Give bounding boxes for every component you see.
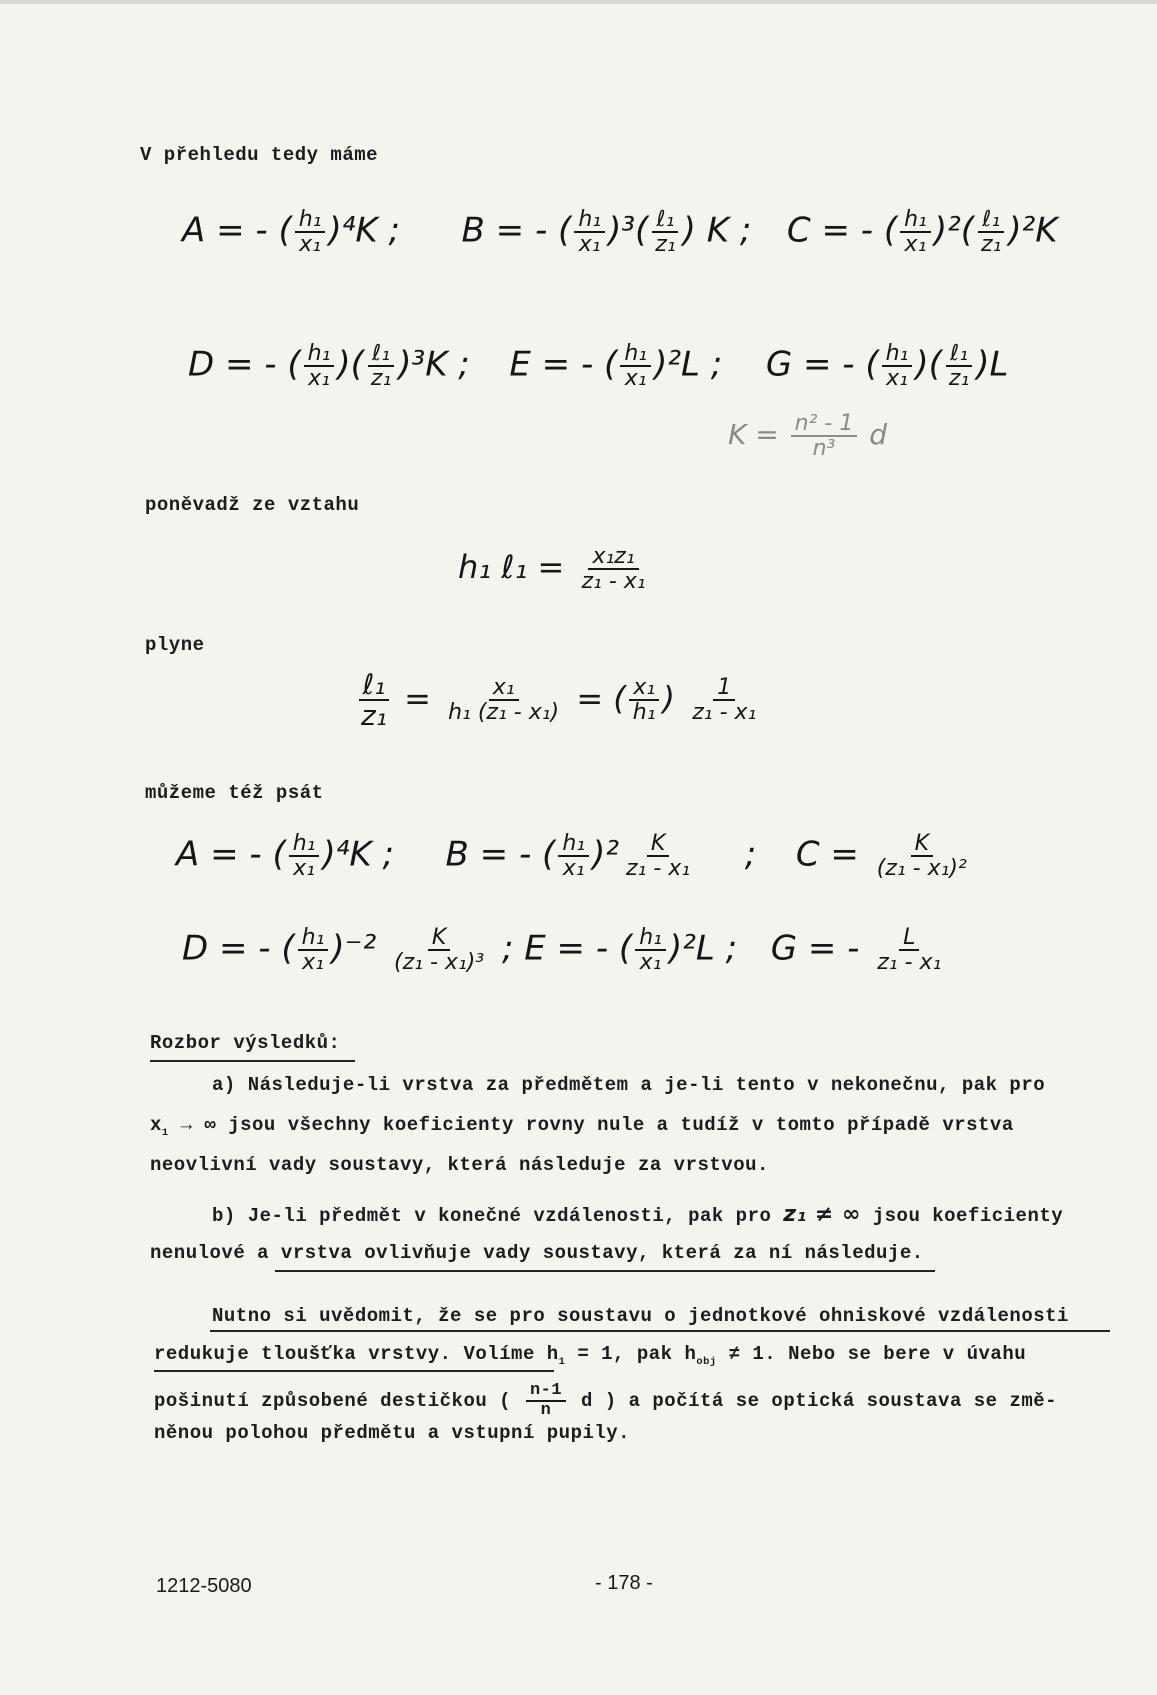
eq-g-frac-2: $\frac{\text{ℓ₁}}{\text{z₁}}$ [945,342,973,390]
r3-c-start: C = [795,834,859,875]
r4-d-start: D = - ( [182,928,295,969]
eq-b-start: B = - ( [461,210,572,251]
eq-c-end: )²K [1008,210,1058,251]
r4-g-frac: $\frac{L}{\text{z₁ - x₁}}$ [877,925,942,976]
eq-b-frac-1: $\frac{\text{h₁}}{\text{x₁}}$ [574,208,605,256]
r3-b-frac: $\frac{\text{h₁}}{\text{x₁}}$ [558,832,589,880]
eq-a-end: )⁴K ; [328,210,400,251]
eq-d-end: )³K ; [398,344,470,385]
relation-equation [458,545,653,593]
para-c-underline-2 [154,1370,554,1372]
para-a-x: x [150,1114,162,1136]
r3-a-frac: $\frac{\text{h₁}}{\text{x₁}}$ [289,832,320,880]
eq-b-end: ) K ; [682,210,752,251]
r3-a-end: )⁴K ; [322,834,394,875]
para-a-arrow: → ∞ [180,1114,217,1136]
para-c3-frac: $\frac{n-1}{n}$ [526,1382,566,1420]
para-c-line-4: něnou polohou předmětu a vstupní pupily. [154,1422,631,1444]
r3-sep: ; [744,834,757,875]
para-c3-post: d ) a počítá se optická soustava se změ- [580,1389,1058,1412]
para-c-line-1: Nutno si uvědomit, že se pro soustavu o jednotkové ohniskové vzdálenosti [212,1305,1069,1327]
para-a-x-sub: 1 [161,1126,169,1139]
para-b-pre: b) Je-li předmět v konečné vzdálenosti, pak pro [212,1205,772,1227]
fol-frac-4: $\frac{1}{\text{z₁ - x₁}}$ [692,675,757,726]
pencil-annotation [728,412,887,460]
para-a-line-2 [150,1114,1014,1139]
r4-e-frac: $\frac{\text{h₁}}{\text{x₁}}$ [635,926,666,974]
fol-frac-1: $\frac{\text{ℓ₁}}{\text{z₁}}$ [357,670,391,731]
r4-e-end: )²L ; [668,928,738,969]
eq-g-start: G = - ( [765,344,879,385]
fol-end: ) [662,679,676,718]
eq-d-frac-1: $\frac{\text{h₁}}{\text{x₁}}$ [304,342,335,390]
r3-c-frac: $\frac{K}{\text{(z₁ - x₁)²}}$ [876,831,967,882]
pencil-k: K = [728,418,779,452]
eq-e-start: E = - ( [509,344,618,385]
fol-eq-2: = ( [576,679,626,718]
para-c-pre: redukuje tloušťka vrstvy. Volíme [154,1343,535,1365]
r3-b-start: B = - ( [445,834,556,875]
para-c-h1-sub: 1 [558,1355,566,1368]
para-c-underline-1 [210,1330,1110,1332]
rel-lhs: h₁ ℓ₁ = [458,548,565,587]
fol-eq: = [404,679,431,718]
eq-d-frac-2: $\frac{\text{ℓ₁}}{\text{z₁}}$ [367,342,395,390]
eq-e-end: )²L ; [654,344,723,385]
para-b-line-2: nenulové a vrstva ovlivňuje vady soustavy, která za ní následuje. [150,1242,924,1264]
eq-b-frac-2: $\frac{\text{ℓ₁}}{\text{z₁}}$ [651,208,679,256]
follows-equation [354,670,763,731]
para-c-line-3 [154,1382,1057,1420]
equation-row-1 [182,208,1058,256]
para-b-post: jsou koeficienty [872,1205,1064,1227]
para-c-line-2 [154,1343,1026,1368]
r4-g-start: G = - [770,928,860,969]
page-number: - 178 - [595,1572,653,1594]
r4-d-frac: $\frac{\text{h₁}}{\text{x₁}}$ [298,926,329,974]
r3-b-end: )² [592,834,619,875]
eq-g-mid: )( [915,344,942,385]
analysis-heading: Rozbor výsledků: [150,1032,341,1054]
eq-c-start: C = - ( [786,210,898,251]
eq-c-frac-1: $\frac{\text{h₁}}{\text{x₁}}$ [900,208,931,256]
analysis-heading-underline [150,1060,355,1062]
para-a-post: jsou všechny koeficienty rovny nule a tudíž v tomto případě vrstva [228,1114,1014,1136]
fol-frac-3: $\frac{\text{x₁}}{\text{h₁}}$ [629,676,660,724]
intro-text: V přehledu tedy máme [140,144,379,166]
also-write-text: můžeme též psát [145,782,324,804]
para-a-line-1: a) Následuje-li vrstva za předmětem a je-li tento v nekonečnu, pak pro [212,1074,1046,1096]
r4-e-start: ; E = - ( [501,928,633,969]
para-b-underline [275,1270,935,1272]
para-c-post: ≠ 1. Nebo se bere v úvahu [728,1343,1027,1365]
eq-a-frac: $\frac{\text{h₁}}{\text{x₁}}$ [295,208,326,256]
eq-c-mid: )²( [933,210,975,251]
page-top-edge [0,0,1157,4]
para-b-line-1 [212,1202,1063,1227]
eq-c-frac-2: $\frac{\text{ℓ₁}}{\text{z₁}}$ [977,208,1005,256]
rel-frac: $\frac{\text{x₁z₁}}{\text{z₁ - x₁}}$ [581,544,646,595]
r4-d-frac-2: $\frac{K}{\text{(z₁ - x₁)³}}$ [394,925,485,976]
r4-d-end: )⁻² [331,928,377,969]
para-c3-pre: pošinutí způsobené destičkou ( [154,1389,512,1412]
pencil-d: d [869,418,888,452]
eq-g-end: )L [976,344,1009,385]
document-code: 1212-5080 [156,1575,252,1597]
para-b-math: z₁ ≠ ∞ [783,1202,861,1227]
para-a-line-3: neovlivní vady soustavy, která následuje za vrstvou. [150,1154,769,1176]
r3-a-start: A = - ( [176,834,286,875]
equation-row-4 [182,926,948,974]
para-c-mid: = 1, pak h [577,1343,697,1365]
eq-b-mid: )³( [608,210,649,251]
eq-d-mid: )( [337,344,364,385]
equation-row-2 [188,342,1009,390]
follows-text: plyne [145,634,205,656]
para-c-h1: h [546,1343,559,1365]
eq-g-frac-1: $\frac{\text{h₁}}{\text{x₁}}$ [882,342,913,390]
fol-frac-2: $\frac{\text{x₁}}{\text{h₁ (z₁ - x₁)}}$ [448,675,560,726]
because-text: poněvadž ze vztahu [145,494,360,516]
r3-b-frac-2: $\frac{K}{\text{z₁ - x₁}}$ [626,831,691,882]
para-c-obj-sub: obj [696,1355,717,1368]
eq-d-start: D = - ( [188,344,301,385]
eq-a-start: A = - ( [182,210,292,251]
pencil-frac: $\frac{\text{n² - 1}}{\text{n³}}$ [791,412,858,460]
equation-row-3 [176,832,974,880]
eq-e-frac: $\frac{\text{h₁}}{\text{x₁}}$ [620,342,651,390]
